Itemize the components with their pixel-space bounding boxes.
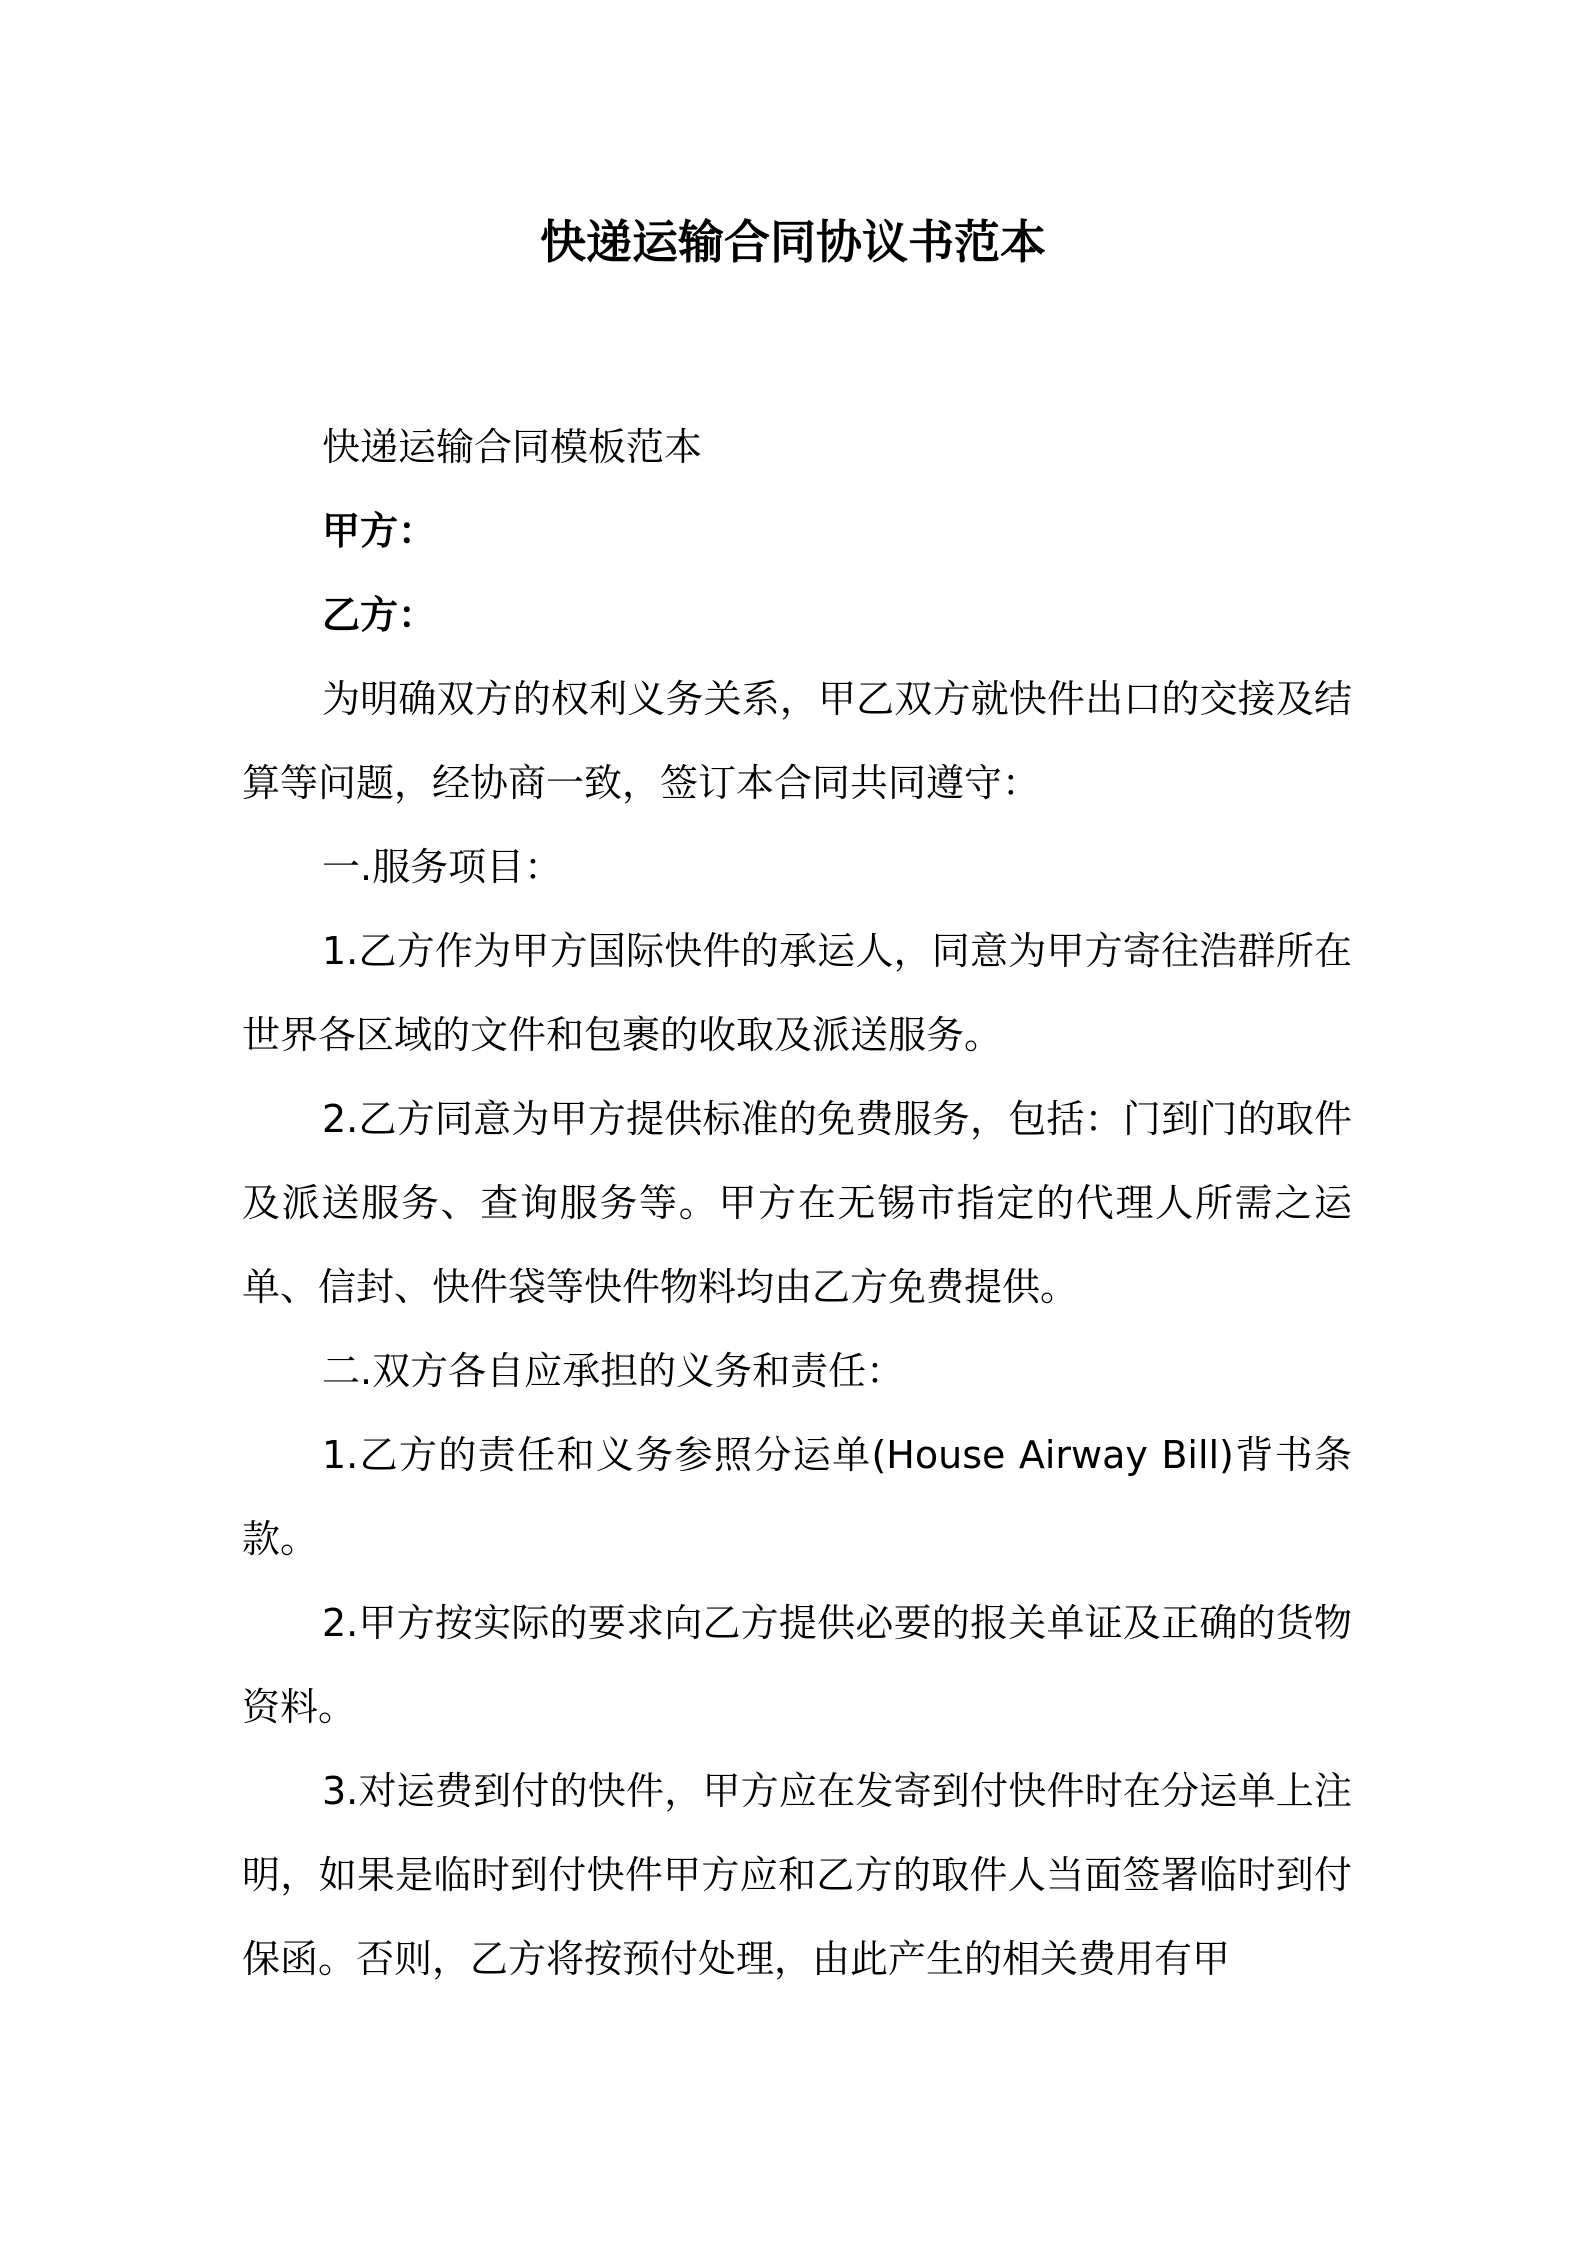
paragraph-subtitle: 快递运输合同模板范本 bbox=[322, 425, 703, 469]
paragraph-section-1-heading: 一.服务项目： bbox=[322, 845, 563, 889]
paragraph-party-b: 乙方： bbox=[322, 593, 437, 637]
paragraph-clause-1-2: 2.乙方同意为甲方提供标准的免费服务，包括：门到门的取件及派送服务、查询服务等。甲方在无锡市指定的代理人所需之运单、信封、快件袋等快件物料均由乙方免费提供。 bbox=[242, 1097, 1352, 1309]
document-title: 快递运输合同协议书范本 bbox=[540, 215, 1046, 269]
document-body bbox=[242, 405, 1352, 2001]
paragraph-party-a: 甲方： bbox=[322, 509, 437, 553]
paragraph-preamble: 为明确双方的权利义务关系，甲乙双方就快件出口的交接及结算等问题，经协商一致，签订本合同共同遵守： bbox=[242, 677, 1352, 805]
paragraph-clause-2-2: 2.甲方按实际的要求向乙方提供必要的报关单证及正确的货物资料。 bbox=[242, 1601, 1352, 1729]
paragraph-section-2-heading: 二.双方各自应承担的义务和责任： bbox=[322, 1349, 905, 1393]
paragraph-clause-2-3: 3.对运费到付的快件，甲方应在发寄到付快件时在分运单上注明，如果是临时到付快件甲方应和乙方的取件人当面签署临时到付保函。否则，乙方将按预付处理，由此产生的相关费用有甲 bbox=[242, 1769, 1352, 1981]
paragraph-clause-1-1: 1.乙方作为甲方国际快件的承运人，同意为甲方寄往浩群所在世界各区域的文件和包裹的收取及派送服务。 bbox=[242, 929, 1352, 1057]
paragraph-clause-2-1: 1.乙方的责任和义务参照分运单(House Airway Bill)背书条款。 bbox=[242, 1433, 1352, 1561]
